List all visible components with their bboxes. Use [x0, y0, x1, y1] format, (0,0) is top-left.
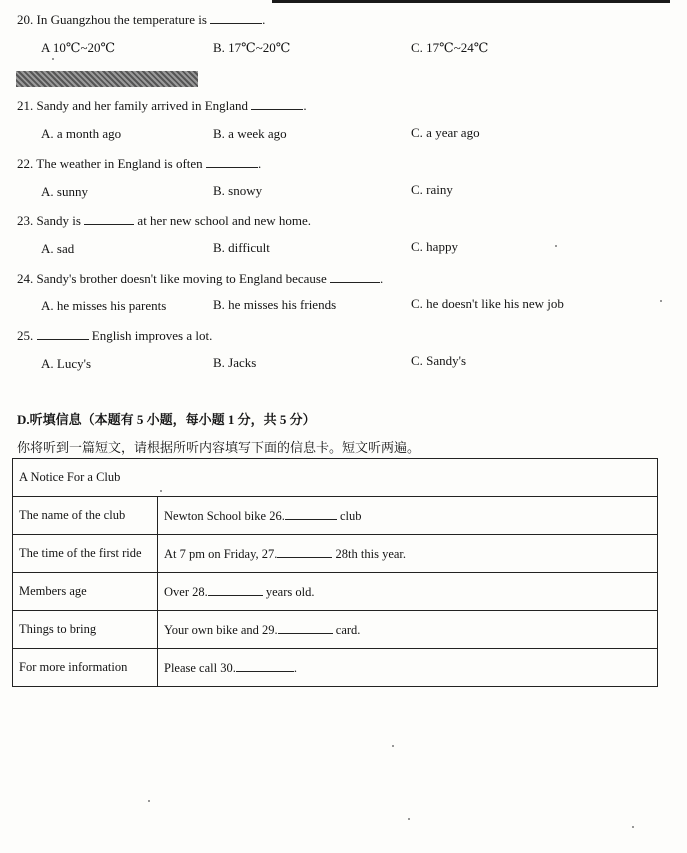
row-label: Things to bring	[13, 611, 158, 649]
answer-blank-29[interactable]	[278, 621, 333, 634]
option-b[interactable]: B. Jacks	[213, 355, 257, 370]
row-label: For more information	[13, 649, 158, 687]
answer-blank-26[interactable]	[285, 507, 337, 520]
scan-speck	[660, 300, 662, 302]
row-value: Over 28. years old.	[158, 573, 658, 611]
option-a[interactable]: A. Lucy's	[41, 356, 92, 371]
option-a[interactable]: A. sad	[41, 241, 75, 256]
option-a[interactable]: A. he misses his parents	[41, 298, 167, 313]
option-c[interactable]: C. a year ago	[411, 125, 480, 140]
row-label: The time of the first ride	[13, 535, 158, 573]
table-row	[13, 573, 658, 611]
option-c[interactable]: C. happy	[411, 239, 458, 254]
answer-blank[interactable]	[84, 212, 134, 225]
scan-speck	[392, 745, 394, 747]
option-c[interactable]: C. he doesn't like his new job	[411, 296, 564, 311]
question-25-stem: 25. English improves a lot.	[17, 328, 213, 343]
answer-blank[interactable]	[206, 155, 258, 168]
answer-blank[interactable]	[330, 270, 380, 283]
scan-speck	[408, 818, 410, 820]
row-value: Please call 30. .	[158, 649, 658, 687]
row-label: The name of the club	[13, 497, 158, 535]
option-a[interactable]: A. sunny	[41, 184, 88, 199]
row-value: Newton School bike 26. club	[158, 497, 658, 535]
info-card-header-row	[13, 459, 658, 497]
scan-speck	[632, 826, 634, 828]
question-22-stem: 22. The weather in England is often .	[17, 156, 262, 171]
redacted-section-header	[16, 71, 198, 87]
row-value: At 7 pm on Friday, 27. 28th this year.	[158, 535, 658, 573]
option-b[interactable]: B. a week ago	[213, 126, 287, 141]
scan-speck	[160, 490, 162, 492]
section-d-instruction: 你将听到一篇短文，请根据所听内容填写下面的信息卡。短文听两遍。	[17, 440, 421, 455]
table-row	[13, 649, 658, 687]
option-c[interactable]: C. Sandy's	[411, 353, 467, 368]
option-c[interactable]: C. 17℃~24℃	[411, 40, 489, 55]
scan-speck	[52, 58, 54, 60]
scan-speck	[148, 800, 150, 802]
option-b[interactable]: B. snowy	[213, 183, 263, 198]
table-row	[13, 535, 658, 573]
question-24-stem: 24. Sandy's brother doesn't like moving to England because .	[17, 271, 384, 286]
option-c[interactable]: C. rainy	[411, 182, 453, 197]
row-value: Your own bike and 29. card.	[158, 611, 658, 649]
info-card-table	[12, 458, 658, 687]
info-card-header: A Notice For a Club	[13, 459, 658, 497]
table-row	[13, 611, 658, 649]
answer-blank[interactable]	[251, 97, 303, 110]
answer-blank-30[interactable]	[236, 659, 294, 672]
option-b[interactable]: B. difficult	[213, 240, 270, 255]
question-21-stem: 21. Sandy and her family arrived in England .	[17, 98, 307, 113]
question-23-stem: 23. Sandy is at her new school and new home.	[17, 213, 312, 228]
section-d-title: D.听填信息（本题有 5 小题，每小题 1 分，共 5 分）	[17, 412, 316, 427]
option-a[interactable]: A. a month ago	[41, 126, 122, 141]
top-rule	[272, 0, 670, 3]
option-a[interactable]: A 10℃~20℃	[41, 40, 116, 55]
table-row	[13, 497, 658, 535]
answer-blank-28[interactable]	[208, 583, 263, 596]
answer-blank[interactable]	[210, 11, 262, 24]
question-20-stem: 20. In Guangzhou the temperature is .	[17, 12, 266, 27]
answer-blank[interactable]	[37, 327, 89, 340]
answer-blank-27[interactable]	[277, 545, 332, 558]
option-b[interactable]: B. 17℃~20℃	[213, 40, 291, 55]
row-label: Members age	[13, 573, 158, 611]
scan-speck	[555, 245, 557, 247]
option-b[interactable]: B. he misses his friends	[213, 297, 337, 312]
